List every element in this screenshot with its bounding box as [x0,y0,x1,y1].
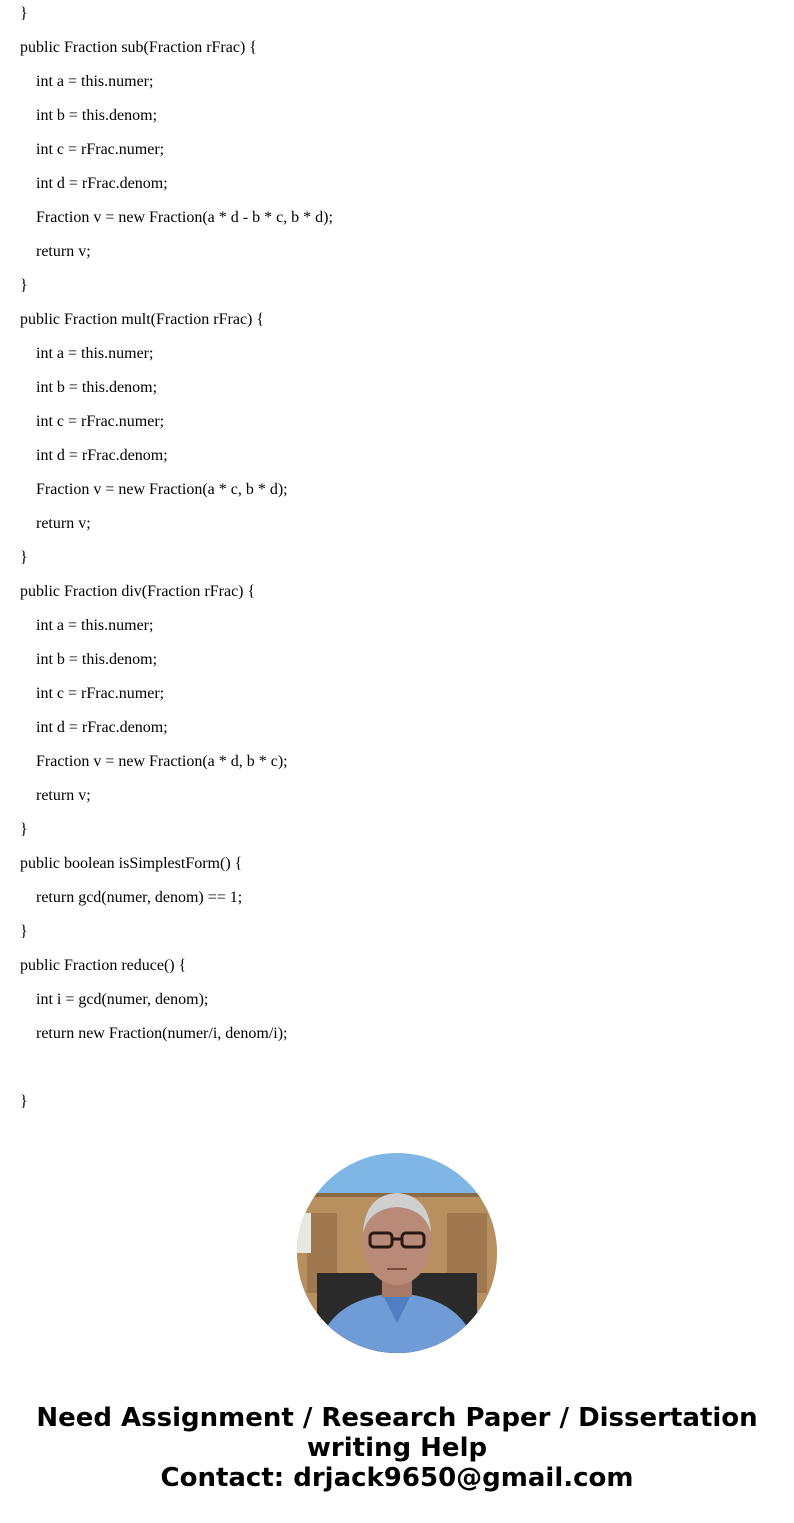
code-line: int i = gcd(numer, denom); [36,991,209,1008]
code-line: } [20,923,28,940]
author-photo-icon [297,1153,497,1353]
code-line: int b = this.denom; [36,651,158,668]
code-line: return v; [36,787,91,804]
code-line: return new Fraction(numer/i, denom/i); [36,1025,288,1042]
code-line: } [20,1093,28,1110]
promo-block [0,1403,794,1493]
code-line: int d = rFrac.denom; [36,447,168,464]
code-listing [20,0,780,1122]
code-line: return gcd(numer, denom) == 1; [36,889,243,906]
code-line: public Fraction div(Fraction rFrac) { [20,583,256,600]
code-line: int b = this.denom; [36,379,158,396]
promo-line-1: Need Assignment / Research Paper / Dissertation [36,1403,758,1433]
code-line: int c = rFrac.numer; [36,685,165,702]
code-line: return v; [36,515,91,532]
code-line: int d = rFrac.denom; [36,175,168,192]
code-line: int d = rFrac.denom; [36,719,168,736]
code-line: public boolean isSimplestForm() { [20,855,243,872]
code-line: Fraction v = new Fraction(a * d, b * c); [36,753,288,770]
code-line: } [20,549,28,566]
promo-line-2: writing Help [306,1433,488,1463]
code-line: int b = this.denom; [36,107,158,124]
code-line: Fraction v = new Fraction(a * d - b * c, b * d); [36,209,333,226]
code-line: public Fraction sub(Fraction rFrac) { [20,39,257,56]
code-line: int a = this.numer; [36,617,154,634]
code-line: Fraction v = new Fraction(a * c, b * d); [36,481,288,498]
code-line: return v; [36,243,91,260]
code-line: int a = this.numer; [36,73,154,90]
code-line: int c = rFrac.numer; [36,413,165,430]
promo-contact: Contact: drjack9650@gmail.com [160,1463,634,1493]
code-line: int c = rFrac.numer; [36,141,165,158]
code-line: } [20,821,28,838]
code-line: public Fraction mult(Fraction rFrac) { [20,311,265,328]
code-line: int a = this.numer; [36,345,154,362]
code-line: } [20,277,28,294]
code-line: public Fraction reduce() { [20,957,187,974]
code-line: } [20,5,28,22]
code-line [20,1054,780,1088]
